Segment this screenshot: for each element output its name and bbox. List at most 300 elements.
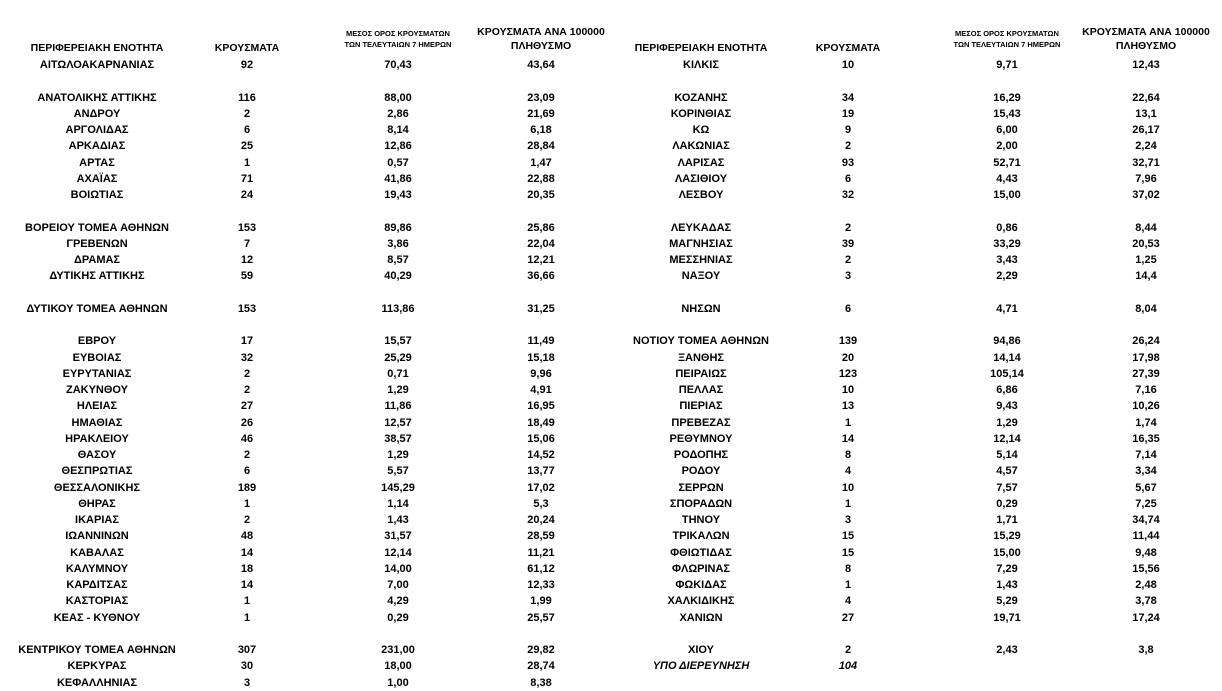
region-cell: ΑΡΤΑΣ xyxy=(79,156,115,169)
cases-cell: 3 xyxy=(243,676,251,689)
avg-7day-cell: 4,43 xyxy=(996,172,1018,185)
table-row xyxy=(611,496,1222,512)
table-row xyxy=(0,57,611,73)
table-row xyxy=(611,106,1222,122)
region-cell: ΦΛΩΡΙΝΑΣ xyxy=(671,562,731,575)
table-row xyxy=(0,480,611,496)
table-row xyxy=(611,512,1222,528)
header-region: ΠΕΡΙΦΕΡΕΙΑΚΗ ΕΝΟΤΗΤΑ xyxy=(30,42,164,54)
avg-7day-cell: 7,00 xyxy=(387,579,409,591)
per-100k-cell: 1,25 xyxy=(1135,254,1157,266)
table-row xyxy=(611,382,1222,398)
table-row xyxy=(611,431,1222,447)
per-100k-cell: 20,24 xyxy=(527,514,555,526)
per-100k-cell: 1,74 xyxy=(1135,416,1157,429)
region-cell: ΖΑΚΥΝΘΟΥ xyxy=(65,384,129,396)
avg-7day-cell: 2,29 xyxy=(996,270,1018,283)
per-100k-cell: 2,24 xyxy=(1135,140,1157,153)
table-row xyxy=(611,155,1222,171)
avg-7day-cell: 1,00 xyxy=(387,676,409,689)
cases-cell: 9 xyxy=(844,124,852,136)
table-row xyxy=(0,333,611,349)
region-cell: ΙΩΑΝΝΙΝΩΝ xyxy=(65,530,129,543)
cases-cell: 1 xyxy=(243,595,251,608)
table-row xyxy=(611,642,1222,658)
table-row xyxy=(0,512,611,528)
cases-cell: 6 xyxy=(844,172,852,185)
region-cell: ΝΗΣΩΝ xyxy=(681,302,721,315)
table-row xyxy=(0,431,611,447)
per-100k-cell: 26,24 xyxy=(1132,335,1160,348)
cases-cell: 123 xyxy=(838,367,858,380)
cases-cell: 6 xyxy=(844,302,852,315)
avg-7day-cell: 19,71 xyxy=(993,611,1021,624)
per-100k-cell: 28,59 xyxy=(527,530,555,543)
per-100k-cell: 17,24 xyxy=(1132,611,1160,624)
cases-cell: 14 xyxy=(240,546,254,559)
table-row xyxy=(0,545,611,561)
cases-cell: 1 xyxy=(844,579,852,591)
per-100k-cell: 43,64 xyxy=(527,59,555,71)
per-100k-cell: 15,18 xyxy=(527,351,555,364)
avg-7day-cell: 15,00 xyxy=(993,546,1021,559)
table-row xyxy=(0,220,611,236)
avg-7day-cell: 19,43 xyxy=(384,189,412,201)
region-cell: ΚΕΡΚΥΡΑΣ xyxy=(67,660,127,673)
table-row xyxy=(0,463,611,479)
region-cell: ΡΕΘΥΜΝΟΥ xyxy=(669,432,733,445)
table-row xyxy=(611,333,1222,349)
per-100k-cell: 18,49 xyxy=(527,416,555,429)
per-100k-cell: 7,14 xyxy=(1135,449,1157,461)
region-cell: ΜΕΣΣΗΝΙΑΣ xyxy=(669,254,733,266)
right-table-header xyxy=(611,0,1222,56)
region-cell: ΚΟΖΑΝΗΣ xyxy=(674,91,728,104)
region-cell: ΠΙΕΡΙΑΣ xyxy=(679,400,723,413)
avg-7day-cell: 15,43 xyxy=(993,107,1021,120)
avg-7day-cell: 18,00 xyxy=(384,660,412,673)
cases-cell: 34 xyxy=(841,91,855,104)
avg-7day-cell: 0,29 xyxy=(387,611,409,624)
per-100k-cell: 20,35 xyxy=(527,189,555,201)
cases-cell: 1 xyxy=(844,497,852,510)
spacer-row xyxy=(611,203,1222,219)
per-100k-cell: 3,78 xyxy=(1135,595,1157,608)
header-per100k-line2: ΠΛΗΘΥΣΜΟ xyxy=(1115,40,1177,52)
table-row xyxy=(611,138,1222,154)
table-row xyxy=(611,57,1222,73)
region-cell: ΦΩΚΙΔΑΣ xyxy=(675,579,727,591)
spacer-row xyxy=(611,317,1222,333)
avg-7day-cell: 8,57 xyxy=(387,254,409,266)
avg-7day-cell: 89,86 xyxy=(384,221,412,234)
region-cell: ΠΕΙΡΑΙΩΣ xyxy=(675,367,727,380)
cases-cell: 93 xyxy=(841,156,855,169)
table-row xyxy=(611,398,1222,414)
per-100k-cell: 12,43 xyxy=(1132,59,1160,71)
per-100k-cell: 13,1 xyxy=(1135,107,1157,120)
per-100k-cell: 11,49 xyxy=(527,335,555,348)
cases-cell: 39 xyxy=(841,237,855,250)
cases-cell: 46 xyxy=(240,432,254,445)
per-100k-cell: 7,16 xyxy=(1135,384,1157,396)
table-row xyxy=(0,528,611,544)
left-table xyxy=(0,0,611,689)
cases-cell: 14 xyxy=(240,579,254,591)
region-cell: ΡΟΔΟΠΗΣ xyxy=(673,449,729,461)
per-100k-cell: 23,09 xyxy=(527,91,555,104)
avg-7day-cell: 70,43 xyxy=(384,59,412,71)
avg-7day-cell: 16,29 xyxy=(993,91,1021,104)
table-row xyxy=(611,447,1222,463)
table-row xyxy=(611,463,1222,479)
region-cell: ΑΝΑΤΟΛΙΚΗΣ ΑΤΤΙΚΗΣ xyxy=(37,91,157,104)
region-cell: ΑΧΑΪΑΣ xyxy=(76,172,118,185)
per-100k-cell: 31,25 xyxy=(527,302,555,315)
avg-7day-cell: 6,86 xyxy=(996,384,1018,396)
table-row xyxy=(0,236,611,252)
cases-cell: 1 xyxy=(243,156,251,169)
avg-7day-cell: 1,29 xyxy=(387,449,409,461)
cases-cell: 10 xyxy=(841,481,855,494)
avg-7day-cell: 7,29 xyxy=(996,562,1018,575)
table-row xyxy=(611,122,1222,138)
region-cell: ΚΩ xyxy=(692,124,710,136)
table-row xyxy=(611,350,1222,366)
cases-cell: 27 xyxy=(240,400,254,413)
avg-7day-cell: 33,29 xyxy=(993,237,1021,250)
per-100k-cell: 12,21 xyxy=(527,254,555,266)
region-cell: ΝΑΞΟΥ xyxy=(681,270,721,283)
cases-cell: 3 xyxy=(844,514,852,526)
region-cell: ΧΑΛΚΙΔΙΚΗΣ xyxy=(667,595,735,608)
cases-cell: 4 xyxy=(844,465,852,478)
table-row xyxy=(611,480,1222,496)
per-100k-cell: 16,35 xyxy=(1132,432,1160,445)
cases-cell: 71 xyxy=(240,172,254,185)
region-cell: ΘΗΡΑΣ xyxy=(78,497,116,510)
table-row xyxy=(0,171,611,187)
avg-7day-cell: 4,57 xyxy=(996,465,1018,478)
table-row xyxy=(0,301,611,317)
avg-7day-cell: 88,00 xyxy=(384,91,412,104)
region-cell: ΚΙΛΚΙΣ xyxy=(683,59,719,71)
cases-cell: 10 xyxy=(841,384,855,396)
region-cell: ΒΟΙΩΤΙΑΣ xyxy=(70,189,124,201)
cases-cell: 18 xyxy=(240,562,254,575)
spacer-row xyxy=(0,285,611,301)
region-cell: ΗΛΕΙΑΣ xyxy=(76,400,118,413)
table-row xyxy=(611,187,1222,203)
per-100k-cell: 29,82 xyxy=(527,644,555,656)
header-per100k-line1: ΚΡΟΥΣΜΑΤΑ ΑΝΑ 100000 xyxy=(477,26,605,38)
per-100k-cell: 4,91 xyxy=(530,384,552,396)
cases-cell: 8 xyxy=(844,562,852,575)
region-cell: ΤΗΝΟΥ xyxy=(681,514,721,526)
avg-7day-cell: 41,86 xyxy=(384,172,412,185)
region-cell: ΑΡΓΟΛΙΔΑΣ xyxy=(65,124,129,136)
per-100k-cell: 17,02 xyxy=(527,481,555,494)
table-row xyxy=(611,528,1222,544)
table-row xyxy=(611,220,1222,236)
region-cell: ΛΕΥΚΑΔΑΣ xyxy=(670,221,732,234)
per-100k-cell: 20,53 xyxy=(1132,237,1160,250)
region-cell: ΔΥΤΙΚΗΣ ΑΤΤΙΚΗΣ xyxy=(49,270,145,283)
avg-7day-cell: 14,00 xyxy=(384,562,412,575)
avg-7day-cell: 1,71 xyxy=(996,514,1018,526)
cases-cell: 1 xyxy=(243,497,251,510)
per-100k-cell: 7,96 xyxy=(1135,172,1157,185)
cases-cell: 1 xyxy=(243,611,251,624)
cases-cell: 104 xyxy=(838,660,858,673)
table-row xyxy=(611,593,1222,609)
table-row xyxy=(611,171,1222,187)
cases-cell: 7 xyxy=(243,237,251,250)
cases-cell: 2 xyxy=(844,140,852,153)
region-cell: ΚΕΝΤΡΙΚΟΥ ΤΟΜΕΑ ΑΘΗΝΩΝ xyxy=(18,644,176,656)
region-cell: ΕΥΡΥΤΑΝΙΑΣ xyxy=(62,367,132,380)
region-cell: ΣΕΡΡΩΝ xyxy=(678,481,724,494)
table-row xyxy=(611,561,1222,577)
avg-7day-cell: 0,57 xyxy=(387,156,409,169)
avg-7day-cell: 4,71 xyxy=(996,302,1018,315)
avg-7day-cell: 5,29 xyxy=(996,595,1018,608)
cases-cell: 2 xyxy=(844,221,852,234)
region-cell: ΚΟΡΙΝΘΙΑΣ xyxy=(670,107,732,120)
region-cell: ΛΑΚΩΝΙΑΣ xyxy=(672,140,730,153)
region-cell: ΕΒΡΟΥ xyxy=(77,335,117,348)
per-100k-cell: 7,25 xyxy=(1135,497,1157,510)
region-cell: ΘΕΣΣΑΛΟΝΙΚΗΣ xyxy=(53,481,141,494)
region-cell: ΕΥΒΟΙΑΣ xyxy=(72,351,122,364)
per-100k-cell: 13,77 xyxy=(527,465,555,478)
per-100k-cell: 3,34 xyxy=(1135,465,1157,478)
per-100k-cell: 14,52 xyxy=(527,449,555,461)
per-100k-cell: 1,99 xyxy=(530,595,552,608)
avg-7day-cell: 14,14 xyxy=(993,351,1021,364)
cases-cell: 15 xyxy=(841,530,855,543)
avg-7day-cell: 25,29 xyxy=(384,351,412,364)
region-cell: ΗΜΑΘΙΑΣ xyxy=(71,416,123,429)
per-100k-cell: 34,74 xyxy=(1132,514,1160,526)
region-cell: ΚΑΡΔΙΤΣΑΣ xyxy=(66,579,128,591)
table-row xyxy=(0,155,611,171)
per-100k-cell: 15,56 xyxy=(1132,562,1160,575)
per-100k-cell: 26,17 xyxy=(1132,124,1160,136)
table-row xyxy=(611,577,1222,593)
table-row xyxy=(611,366,1222,382)
per-100k-cell: 21,69 xyxy=(527,107,555,120)
per-100k-cell: 1,47 xyxy=(530,156,552,169)
per-100k-cell: 12,33 xyxy=(527,579,555,591)
header-cases: ΚΡΟΥΣΜΑΤΑ xyxy=(815,42,881,54)
region-cell: ΗΡΑΚΛΕΙΟΥ xyxy=(65,432,129,445)
region-cell: ΘΕΣΠΡΩΤΙΑΣ xyxy=(61,465,133,478)
avg-7day-cell: 2,43 xyxy=(996,644,1018,656)
avg-7day-cell: 12,14 xyxy=(993,432,1021,445)
avg-7day-cell: 0,29 xyxy=(996,497,1018,510)
per-100k-cell: 2,48 xyxy=(1135,579,1157,591)
spacer-row xyxy=(611,285,1222,301)
region-cell: ΛΕΣΒΟΥ xyxy=(678,189,724,201)
cases-cell: 139 xyxy=(838,335,858,348)
cases-cell: 2 xyxy=(243,367,251,380)
cases-cell: 116 xyxy=(238,91,256,104)
avg-7day-cell: 40,29 xyxy=(384,270,412,283)
region-cell: ΤΡΙΚΑΛΩΝ xyxy=(672,530,730,543)
table-row xyxy=(611,545,1222,561)
header-avg-line1: ΜΕΣΟΣ ΟΡΟΣ ΚΡΟΥΣΜΑΤΩΝ xyxy=(955,29,1059,38)
cases-cell: 13 xyxy=(841,400,855,413)
header-region: ΠΕΡΙΦΕΡΕΙΑΚΗ ΕΝΟΤΗΤΑ xyxy=(634,42,768,54)
avg-7day-cell: 0,71 xyxy=(387,367,409,380)
cases-cell: 8 xyxy=(844,449,852,461)
region-cell: ΡΟΔΟΥ xyxy=(681,465,721,478)
cases-cell: 59 xyxy=(240,270,254,283)
region-cell: ΠΕΛΛΑΣ xyxy=(678,384,724,396)
avg-7day-cell: 9,71 xyxy=(996,59,1018,71)
avg-7day-cell: 1,29 xyxy=(387,384,409,396)
table-row xyxy=(0,398,611,414)
avg-7day-cell: 2,00 xyxy=(996,140,1018,153)
cases-cell: 2 xyxy=(243,384,251,396)
region-cell: ΝΟΤΙΟΥ ΤΟΜΕΑ ΑΘΗΝΩΝ xyxy=(633,335,769,348)
cases-cell: 2 xyxy=(243,107,251,120)
per-100k-cell: 8,44 xyxy=(1135,221,1157,234)
spacer-row xyxy=(611,73,1222,89)
table-row xyxy=(611,90,1222,106)
avg-7day-cell: 38,57 xyxy=(384,432,412,445)
cases-cell: 2 xyxy=(243,449,251,461)
spacer-row xyxy=(0,626,611,642)
avg-7day-cell: 4,29 xyxy=(387,595,409,608)
avg-7day-cell: 31,57 xyxy=(384,530,412,543)
region-cell: ΚΑΛΥΜΝΟΥ xyxy=(65,562,129,575)
per-100k-cell: 36,66 xyxy=(527,270,555,283)
region-cell: ΚΕΑΣ - ΚΥΘΝΟΥ xyxy=(53,611,141,624)
header-per100k-line1: ΚΡΟΥΣΜΑΤΑ ΑΝΑ 100000 xyxy=(1082,26,1210,38)
table-row xyxy=(0,447,611,463)
per-100k-cell: 6,18 xyxy=(530,124,552,136)
table-row xyxy=(0,90,611,106)
table-row xyxy=(0,496,611,512)
avg-7day-cell: 8,14 xyxy=(387,124,409,136)
per-100k-cell: 61,12 xyxy=(527,562,555,575)
table-row xyxy=(0,366,611,382)
avg-7day-cell: 94,86 xyxy=(993,335,1021,348)
table-row xyxy=(0,187,611,203)
region-cell: ΑΙΤΩΛΟΑΚΑΡΝΑΝΙΑΣ xyxy=(39,59,155,71)
region-cell: ΛΑΡΙΣΑΣ xyxy=(677,156,725,169)
per-100k-cell: 32,71 xyxy=(1132,156,1160,169)
per-100k-cell: 3,8 xyxy=(1138,644,1154,656)
cases-cell: 189 xyxy=(237,481,257,494)
region-cell: ΣΠΟΡΑΔΩΝ xyxy=(669,497,733,510)
cases-cell: 12 xyxy=(240,254,254,266)
avg-7day-cell: 105,14 xyxy=(990,367,1024,380)
region-cell: ΙΚΑΡΙΑΣ xyxy=(75,514,119,526)
region-cell: ΜΑΓΝΗΣΙΑΣ xyxy=(669,237,733,250)
table-row xyxy=(611,236,1222,252)
region-cell: ΑΡΚΑΔΙΑΣ xyxy=(68,140,126,153)
per-100k-cell: 15,06 xyxy=(527,432,555,445)
avg-7day-cell: 9,43 xyxy=(996,400,1018,413)
region-cell: ΒΟΡΕΙΟΥ ΤΟΜΕΑ ΑΘΗΝΩΝ xyxy=(25,221,169,234)
region-cell: ΚΑΒΑΛΑΣ xyxy=(70,546,124,559)
region-cell: ΛΑΣΙΘΙΟΥ xyxy=(674,172,728,185)
table-row xyxy=(0,382,611,398)
per-100k-cell: 25,57 xyxy=(527,611,555,624)
cases-cell: 3 xyxy=(844,270,852,283)
cases-cell: 153 xyxy=(237,302,257,315)
avg-7day-cell: 145,29 xyxy=(381,481,415,494)
avg-7day-cell: 15,57 xyxy=(384,335,412,348)
region-cell: ΓΡΕΒΕΝΩΝ xyxy=(66,237,128,250)
avg-7day-cell: 5,57 xyxy=(387,465,409,478)
spacer-row xyxy=(611,626,1222,642)
table-row xyxy=(611,658,1222,674)
table-row xyxy=(0,610,611,626)
region-cell: ΑΝΔΡΟΥ xyxy=(73,107,121,120)
avg-7day-cell: 3,43 xyxy=(996,254,1018,266)
region-cell: ΠΡΕΒΕΖΑΣ xyxy=(671,416,731,429)
table-row xyxy=(0,122,611,138)
per-100k-cell: 22,04 xyxy=(527,237,555,250)
cases-cell: 6 xyxy=(243,465,251,478)
cases-cell: 25 xyxy=(240,140,254,153)
per-100k-cell: 10,26 xyxy=(1132,400,1160,413)
cases-cell: 32 xyxy=(841,189,855,201)
cases-cell: 153 xyxy=(237,221,257,234)
cases-cell: 307 xyxy=(237,644,257,656)
cases-cell: 10 xyxy=(841,59,855,71)
per-100k-cell: 37,02 xyxy=(1132,189,1160,201)
per-100k-cell: 8,38 xyxy=(530,676,552,689)
cases-cell: 2 xyxy=(844,644,852,656)
table-row xyxy=(0,577,611,593)
region-cell: ΞΑΝΘΗΣ xyxy=(677,351,725,364)
cases-cell: 24 xyxy=(240,189,254,201)
spacer-row xyxy=(0,203,611,219)
per-100k-cell: 9,48 xyxy=(1135,546,1157,559)
table-row xyxy=(0,268,611,284)
avg-7day-cell: 1,14 xyxy=(387,497,409,510)
cases-cell: 14 xyxy=(841,432,855,445)
header-avg-line2: ΤΩΝ ΤΕΛΕΥΤΑΙΩΝ 7 ΗΜΕΡΩΝ xyxy=(953,40,1061,49)
header-per100k-line2: ΠΛΗΘΥΣΜΟ xyxy=(510,40,572,52)
avg-7day-cell: 11,86 xyxy=(384,400,412,413)
table-row xyxy=(611,610,1222,626)
per-100k-cell: 22,88 xyxy=(527,172,555,185)
avg-7day-cell: 12,86 xyxy=(384,140,412,153)
cases-cell: 27 xyxy=(841,611,855,624)
per-100k-cell: 9,96 xyxy=(530,367,552,380)
right-table xyxy=(611,0,1222,673)
table-row xyxy=(611,268,1222,284)
cases-cell: 2 xyxy=(243,514,251,526)
region-cell: ΔΡΑΜΑΣ xyxy=(73,254,121,266)
per-100k-cell: 5,67 xyxy=(1135,481,1157,494)
avg-7day-cell: 15,00 xyxy=(993,189,1021,201)
table-row xyxy=(0,675,611,691)
cases-cell: 1 xyxy=(844,416,852,429)
per-100k-cell: 17,98 xyxy=(1132,351,1160,364)
table-row xyxy=(0,252,611,268)
per-100k-cell: 5,3 xyxy=(533,497,549,510)
cases-cell: 17 xyxy=(240,335,254,348)
region-cell: ΚΑΣΤΟΡΙΑΣ xyxy=(65,595,129,608)
cases-cell: 4 xyxy=(844,595,852,608)
